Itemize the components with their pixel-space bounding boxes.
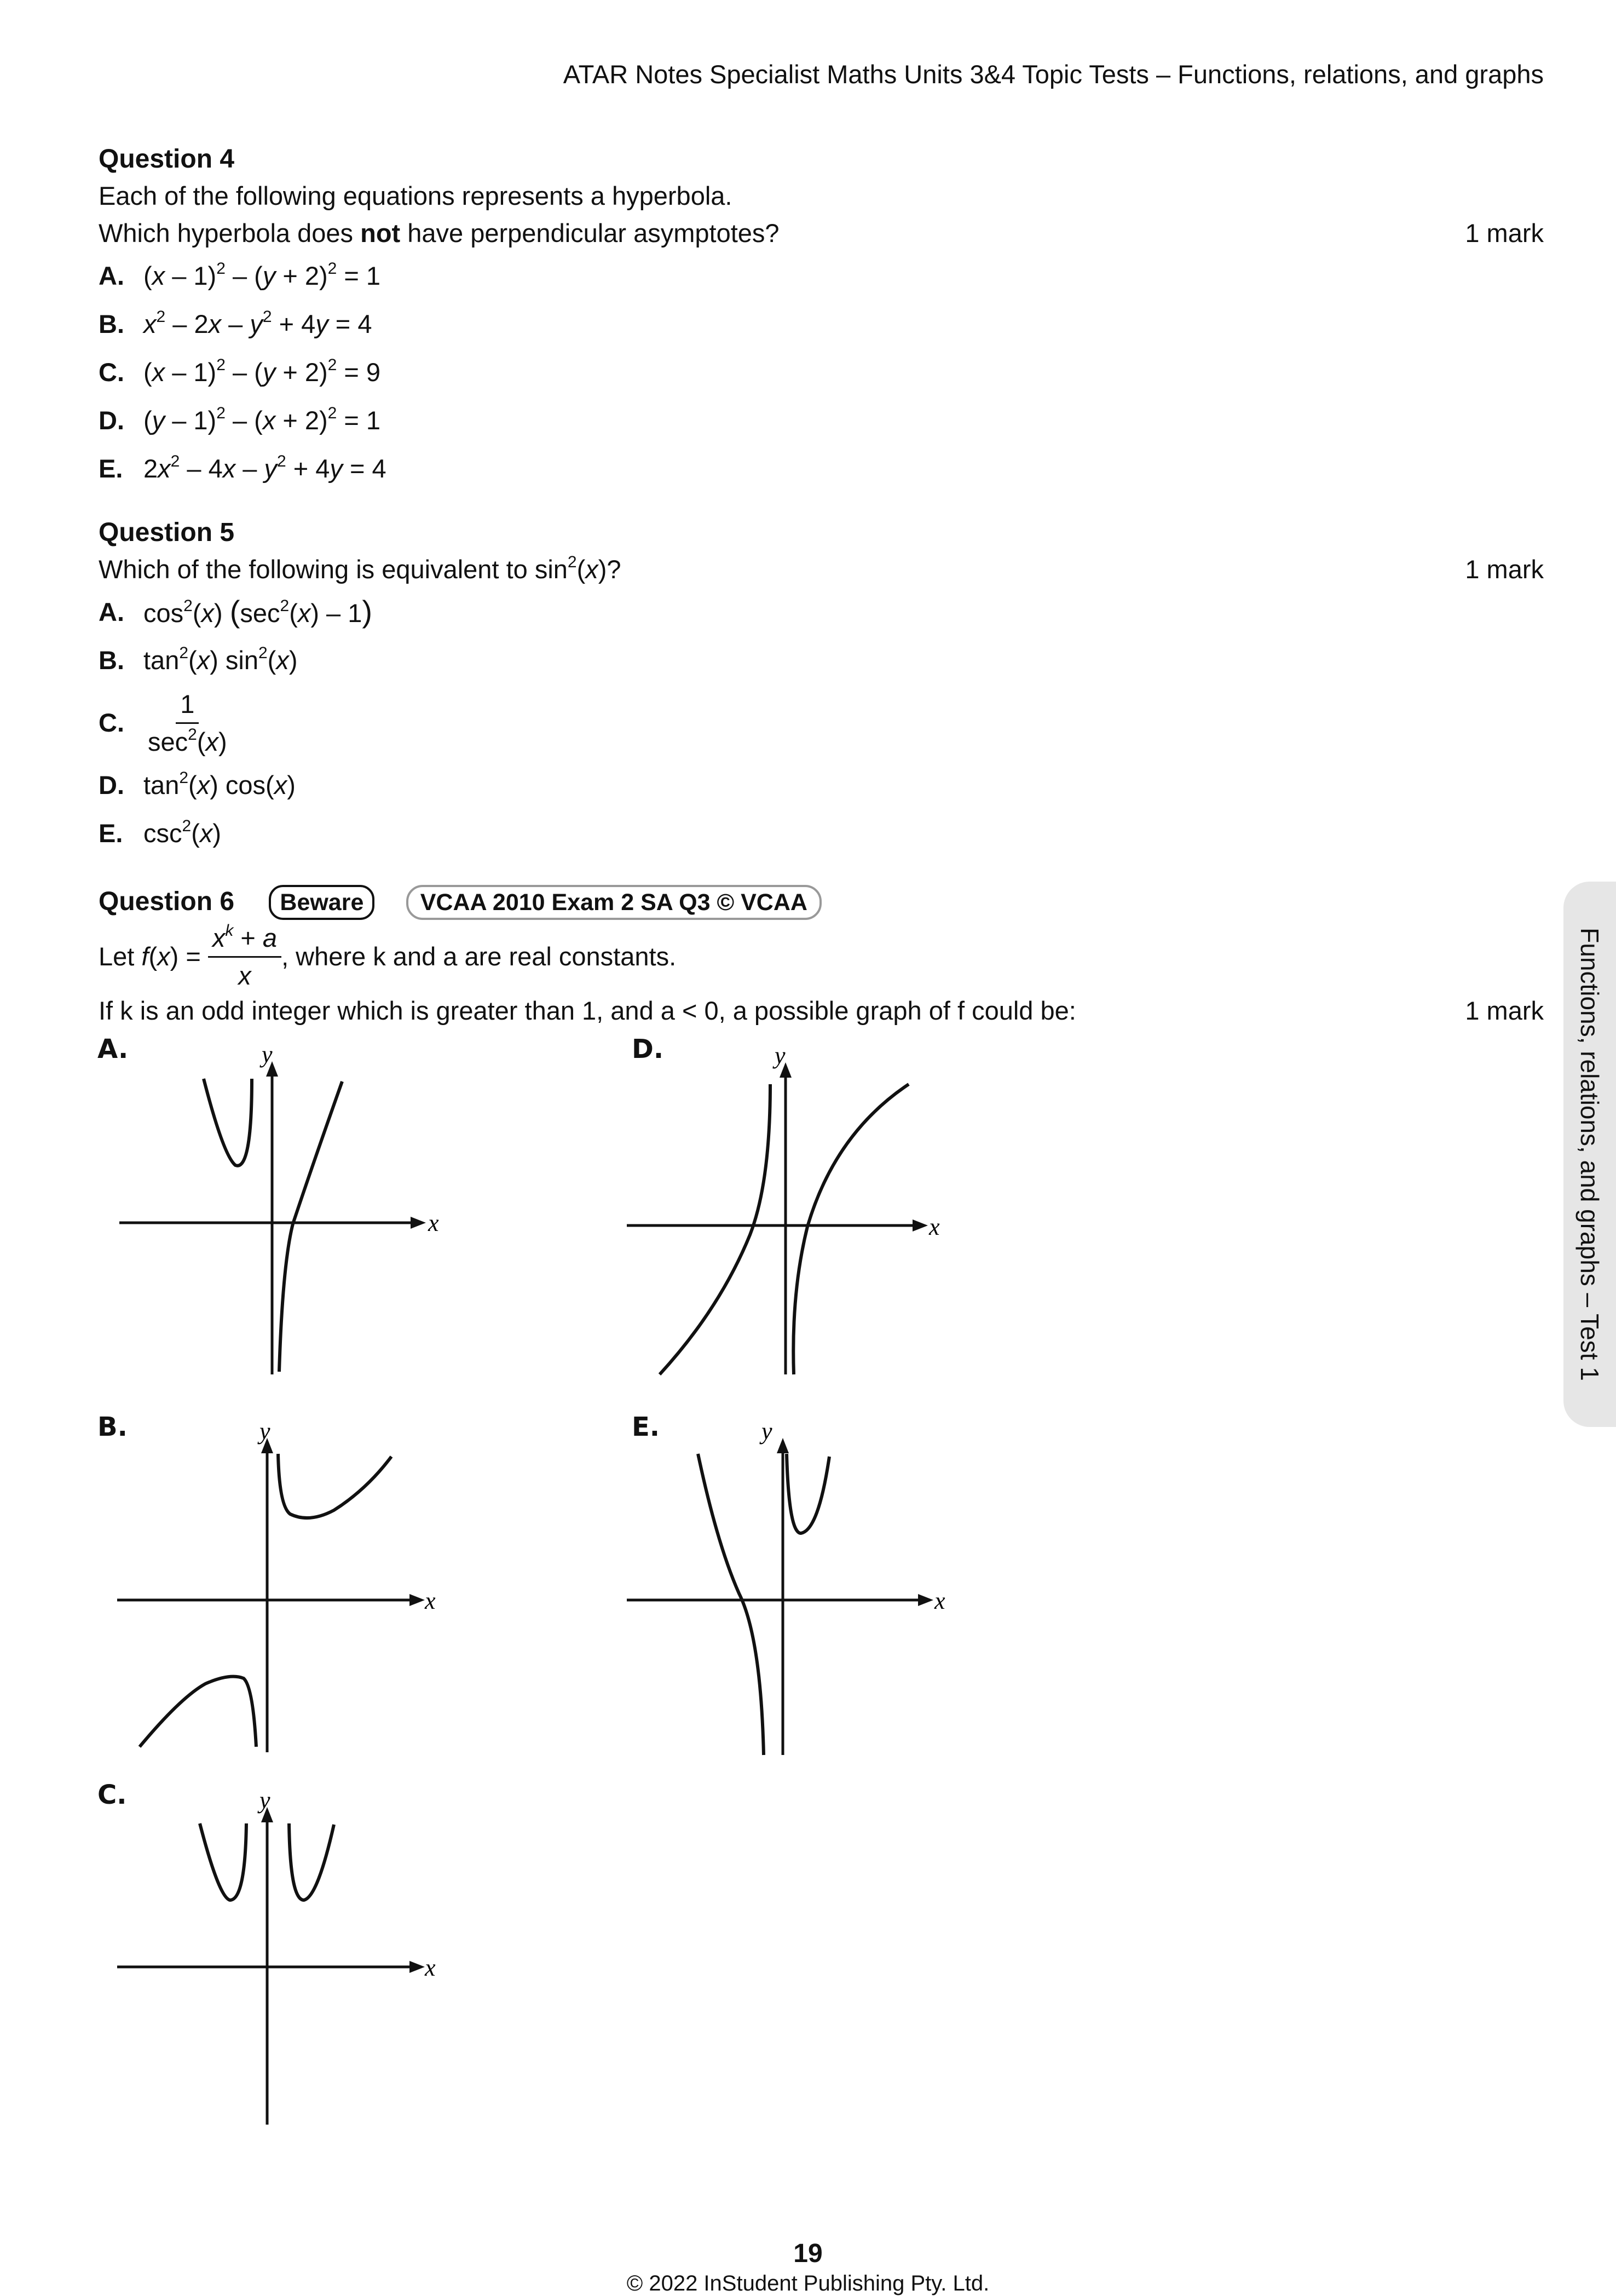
source-badge: VCAA 2010 Exam 2 SA Q3 © VCAA (406, 885, 822, 920)
graph-d-x-arrow (913, 1219, 928, 1232)
graph-d-curve-left (660, 1084, 770, 1374)
graph-d-y-label: y (775, 1042, 786, 1069)
graph-d-x-label: x (929, 1213, 940, 1240)
question-6-marks: 1 mark (1465, 996, 1544, 1025)
question-4-option-e[interactable]: E. $2x^2 - 4x - y^2 + 4y = 4$ (99, 445, 1544, 493)
copyright: © 2022 InStudent Publishing Pty. Ltd. (626, 2271, 990, 2295)
graph-e-x-label: x (934, 1587, 945, 1614)
question-4-prompt: Which hyperbola does not have perpendicular asymptotes? 1 mark (99, 215, 1544, 252)
option-a-equation: $(x - 1)^2 - (y + 2)^2 = 1$ (143, 260, 381, 290)
section-side-tab (1563, 882, 1616, 1427)
graph-c-x-label: x (425, 1954, 436, 1981)
beware-badge: Beware (269, 885, 374, 920)
option-e-expression: $\csc^2(x)$ (143, 817, 221, 848)
graph-e-y-arrow (777, 1438, 789, 1453)
graph-e-y-label: y (761, 1418, 772, 1445)
question-5 (99, 515, 1544, 858)
question-5-option-b[interactable]: B. $\tan^2(x)$ $\sin^2(x)$ (99, 636, 1544, 684)
graph-d-curve-right (793, 1084, 909, 1374)
graph-e[interactable] (627, 1418, 966, 1796)
graph-e-curve-left (698, 1454, 764, 1755)
option-d-equation: $(y - 1)^2 - (x + 2)^2 = 1$ (143, 404, 381, 435)
graph-b[interactable] (115, 1418, 454, 1796)
section-side-tab-label: Functions, relations, and graphs – Test 1 (1575, 928, 1604, 1381)
graph-c-curve-right (289, 1823, 334, 1900)
function-fraction: $\frac{x^k + a}{x}$ (208, 922, 281, 992)
graph-b-label[interactable]: B. (97, 1412, 128, 1442)
graph-c-y-label: y (259, 1787, 270, 1814)
question-4-title: Question 4 (99, 145, 235, 174)
question-6 (99, 883, 1544, 1029)
graph-c-svg (115, 1787, 454, 2163)
graph-b-x-label: x (425, 1587, 436, 1614)
option-b-expression: $\tan^2(x)$ $\sin^2(x)$ (143, 644, 298, 675)
graph-c[interactable] (115, 1787, 454, 2163)
graph-e-curve-right (787, 1454, 829, 1533)
question-5-option-e[interactable]: E. $\csc^2(x)$ (99, 809, 1544, 858)
question-5-option-c[interactable]: C. $\frac{1}{\sec^2(x)}$ (99, 684, 1544, 761)
graph-d-svg (627, 1042, 966, 1418)
question-5-title: Question 5 (99, 518, 235, 547)
option-e-equation: $2x^2 - 4x - y^2 + 4y = 4$ (143, 452, 386, 483)
graph-a[interactable] (115, 1041, 454, 1418)
graph-b-svg (115, 1418, 454, 1796)
question-4 (99, 141, 1544, 493)
graph-e-label[interactable]: E. (632, 1412, 660, 1442)
graph-a-curve-right (279, 1081, 342, 1372)
graph-b-curve-right (278, 1454, 391, 1518)
question-6-definition: Let f ( x ) = $\frac{x^k + a}{x}$ , where k and a are real constants. (99, 921, 1544, 992)
graph-e-svg (627, 1418, 966, 1796)
option-c-fraction: $\frac{1}{\sec^2(x)}$ (148, 689, 227, 756)
option-b-equation: $x^2 - 2x - y^2 + 4y = 4$ (143, 308, 372, 338)
graph-a-x-label: x (428, 1210, 439, 1236)
graph-d[interactable] (627, 1042, 966, 1418)
question-4-option-b[interactable]: B. $x^2 - 2x - y^2 + 4y = 4$ (99, 300, 1544, 348)
question-4-marks: 1 mark (1465, 218, 1544, 248)
question-4-option-a[interactable]: A. $(x - 1)^2 - (y + 2)^2 = 1$ (99, 252, 1544, 300)
graph-d-label[interactable]: D. (632, 1034, 664, 1064)
graph-a-label[interactable]: A. (97, 1034, 129, 1064)
question-5-prompt: Which of the following is equivalent to $\sin^2(x)$? 1 mark (99, 551, 1544, 588)
graph-a-svg (115, 1041, 454, 1418)
question-5-option-a[interactable]: A. $\cos^2(x)$ $(\sec^2(x) - 1)$ (99, 588, 1544, 636)
graph-b-x-arrow (409, 1594, 425, 1606)
graph-b-curve-left (140, 1677, 256, 1747)
graph-a-curve-left (204, 1079, 252, 1166)
graph-c-x-arrow (409, 1961, 425, 1973)
question-6-header (99, 883, 1544, 921)
running-header: ATAR Notes Specialist Maths Units 3&4 Topic Tests – Functions, relations, and graphs (563, 60, 1544, 89)
question-6-condition: If k is an odd integer which is greater than 1, and a < 0, a possible graph of f could be: 1 mark (99, 992, 1544, 1029)
option-a-expression: $\cos^2(x)$ $(\sec^2(x) - 1)$ (143, 594, 373, 629)
graph-a-y-label: y (262, 1041, 273, 1068)
question-6-title: Question 6 (99, 887, 235, 916)
question-4-option-c[interactable]: C. $(x - 1)^2 - (y + 2)^2 = 9$ (99, 348, 1544, 396)
question-5-option-d[interactable]: D. $\tan^2(x)$ cos(x) (99, 761, 1544, 809)
question-4-intro: Each of the following equations represents a hyperbola. (99, 181, 732, 210)
graph-b-y-label: y (259, 1418, 270, 1445)
option-c-equation: $(x - 1)^2 - (y + 2)^2 = 9$ (143, 356, 381, 387)
page-number: 19 (793, 2239, 823, 2268)
option-d-expression: $\tan^2(x)$ cos(x) (143, 769, 296, 799)
graph-c-curve-left (200, 1823, 246, 1900)
graph-a-x-arrow (411, 1217, 426, 1229)
question-4-option-d[interactable]: D. $(y - 1)^2 - (x + 2)^2 = 1$ (99, 396, 1544, 445)
graph-e-x-arrow (918, 1594, 933, 1606)
question-5-marks: 1 mark (1465, 555, 1544, 584)
graph-c-label[interactable]: C. (97, 1780, 127, 1810)
